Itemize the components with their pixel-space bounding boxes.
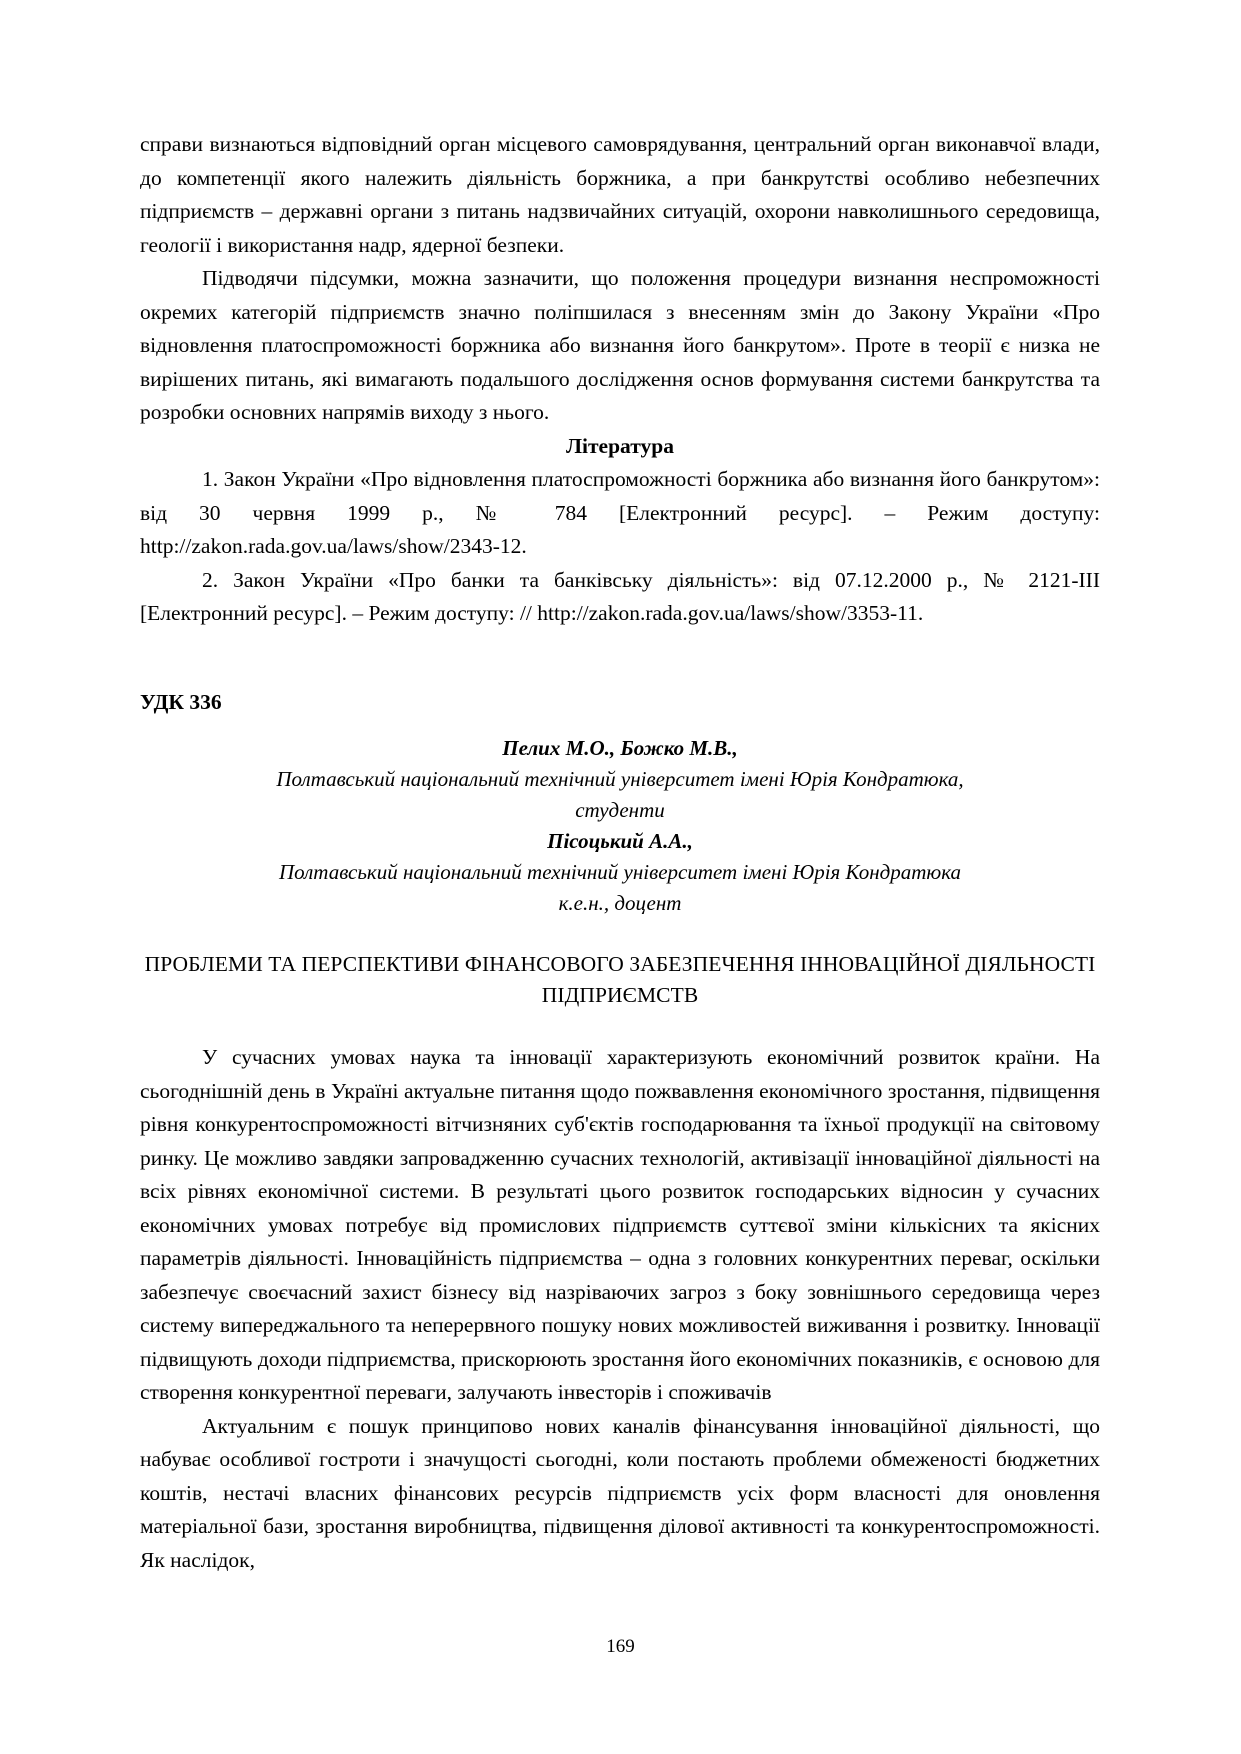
- paragraph-conclusion: Підводячи підсумки, можна зазначити, що положення процедури визнання неспроможності окремих категорій підприємств значно поліпшилася з внесенням змін до Закону України «Про відновлення платоспроможності боржника або визнання його банкрутом». Проте в теорії є низка не вирішених питань, які вимагають подальшого дослідження основ формування системи банкрутства та розробки основних напрямів виходу з нього.: [140, 266, 1100, 424]
- author-role-secondary: к.е.н., доцент: [558, 891, 682, 915]
- page-content: [140, 128, 1100, 1577]
- title-spacer: [140, 919, 1100, 949]
- references-heading: Література: [566, 433, 674, 458]
- author-names-primary: Пелих М.О., Божко М.В.,: [502, 736, 738, 760]
- paragraph-continued: справи визнаються відповідний орган місцевого самоврядування, центральний орган виконавчої влади, до компетенції якого належить діяльність боржника, а при банкрутстві особливо небезпечних підприємств – державні органи з питань надзвичайних ситуацій, охорони навколишнього середовища, геології і використання надр, ядерної безпеки.: [140, 132, 1100, 257]
- section-spacer: [140, 631, 1100, 686]
- udk-spacer: [140, 719, 1100, 733]
- page-number: 169: [606, 1636, 635, 1657]
- author-affiliation-secondary: Полтавський національний технічний університет імені Юрія Кондратюка: [278, 860, 962, 884]
- article-paragraph-2: Актуальним є пошук принципово нових каналів фінансування інноваційної діяльності, що набуває особливої гостроти і значущості сьогодні, коли постають проблеми обмеженості бюджетних коштів, нестачі власних фінансових ресурсів підприємств усіх форм власності для оновлення матеріальної бази, зростання виробництва, підвищення ділової активності та конкурентоспроможності. Як наслідок,: [140, 1413, 1100, 1572]
- body-spacer: [140, 1011, 1100, 1041]
- reference-item-1: 1. Закон України «Про відновлення платоспроможності боржника або визнання його банкрутом»: від 30 червня 1999 р., № 784 [Електронний ресурс]. – Режим доступу: http://zakon.rada.gov.ua/laws/show/2343-12.: [140, 467, 1100, 558]
- article-paragraph-1: У сучасних умовах наука та інновації характеризують економічний розвиток країни. На сьогоднішній день в Україні актуальне питання щодо пожвавлення економічного зростання, підвищення рівня конкурентоспроможності вітчизняних суб'єктів господарювання та їхньої продукції на світовому ринку. Це можливо завдяки запровадженню сучасних технологій, активізації інноваційної діяльності на всіх рівнях економічної системи. В результаті цього розвиток господарських відносин у сучасних економічних умовах потребує від промислових підприємств суттєвої зміни кількісних та якісних параметрів діяльності. Інноваційність підприємства – одна з головних конкурентних переваг, оскільки забезпечує своєчасний захист бізнесу від назріваючих загроз з боку зовнішнього середовища через систему випереджального та неперервного пошуку нових можливостей виживання і розвитку. Інновації підвищують доходи підприємства, прискорюють зростання його економічних показників, є основою для створення конкурентної переваги, залучають інвесторів і споживачів: [140, 1045, 1100, 1404]
- udk-code: УДК 336: [140, 689, 222, 714]
- reference-item-2: 2. Закон України «Про банки та банківську діяльність»: від 07.12.2000 р., № 2121-III [Електронний ресурс]. – Режим доступу: // http://zakon.rada.gov.ua/laws/show/3353-11.: [140, 567, 1100, 625]
- author-role-primary: студенти: [575, 798, 665, 822]
- author-affiliation-primary: Полтавський національний технічний університет імені Юрія Кондратюка,: [276, 767, 964, 791]
- article-title: ПРОБЛЕМИ ТА ПЕРСПЕКТИВИ ФІНАНСОВОГО ЗАБЕЗПЕЧЕННЯ ІННОВАЦІЙНОЇ ДІЯЛЬНОСТІ ПІДПРИЄМСТВ: [144, 952, 1096, 1007]
- author-names-secondary: Пісоцький А.А.,: [547, 829, 693, 853]
